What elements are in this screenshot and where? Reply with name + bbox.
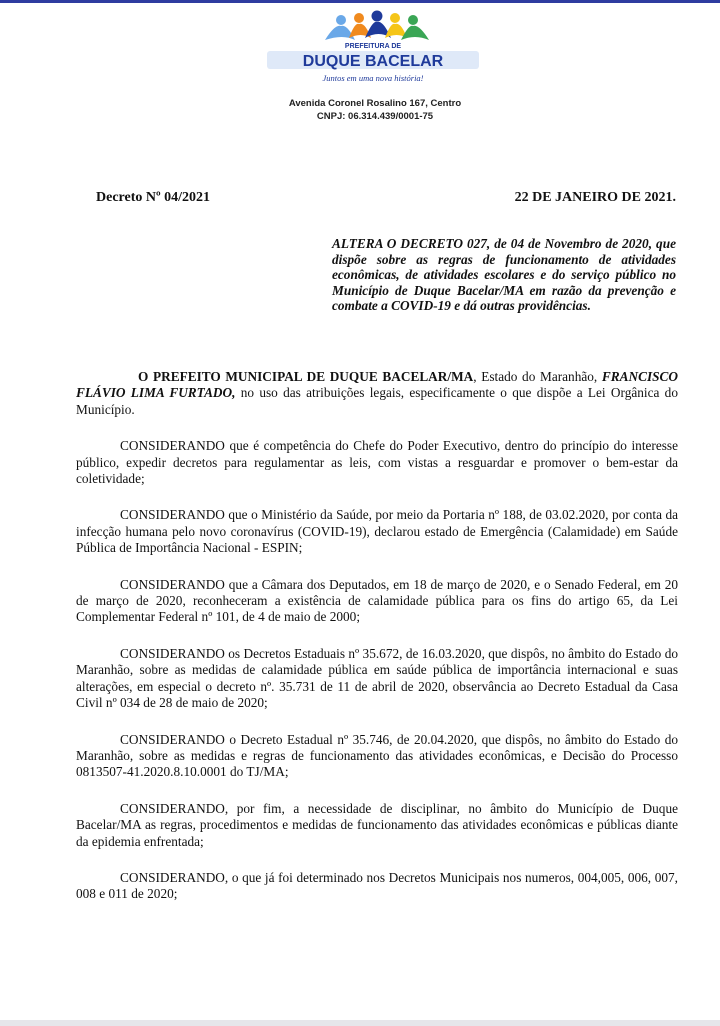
considerando-paragraph: CONSIDERANDO, por fim, a necessidade de disciplinar, no âmbito do Município de Duque Bacelar/MA as regras, procedimentos e medidas de funcionamento das atividades econômicas e públicas diante da epidemia enfrentada; <box>76 800 678 849</box>
top-border <box>0 0 720 3</box>
document-body <box>76 369 678 923</box>
considerando-paragraph: CONSIDERANDO, o que já foi determinado nos Decretos Municipais nos numeros, 004,005, 006, 007, 008 e 011 de 2020; <box>76 869 678 902</box>
logo-prefeitura-text: PREFEITURA DE <box>344 43 402 50</box>
preamble-title: O PREFEITO MUNICIPAL DE DUQUE BACELAR/MA <box>138 369 474 384</box>
mayor-name: FRANCISCO FLÁVIO LIMA FURTADO, <box>76 369 678 401</box>
preamble-after-title: , Estado do Maranhão, <box>473 369 602 384</box>
prefeitura-logo <box>265 10 481 90</box>
decree-date: 22 DE JANEIRO DE 2021. <box>514 190 676 205</box>
preamble-rest: no uso das atribuições legais, especificamente o que dispõe a Lei Orgânica do Município. <box>76 385 678 417</box>
considerando-paragraph: CONSIDERANDO os Decretos Estaduais nº 35.672, de 16.03.2020, que dispôs, no âmbito do Estado do Maranhão, sobre as medidas de calamidade pública em saúde pública de importância internacional e suas alterações, em especial o decreto nº. 35.731 de 11 de abril de 2020, observância ao Decreto Estadual da Casa Civil nº 034 de 28 de maio de 2020; <box>76 645 678 711</box>
considerando-paragraph: CONSIDERANDO o Decreto Estadual nº 35.746, de 20.04.2020, que dispôs, no âmbito do Estado do Maranhão, sobre as medidas e regras de funcionamento das atividades econômicas, e Decisão do Processo 0813507-41.2020.8.10.0001 do TJ/MA; <box>76 731 678 780</box>
preamble-paragraph <box>76 369 678 418</box>
logo-city-text: DUQUE BACELAR <box>302 53 444 70</box>
considerando-paragraph: CONSIDERANDO que é competência do Chefe do Poder Executivo, dentro do princípio do interesse público, expedir decretos para regulamentar as leis, com vistas a resguardar e promover o bem-estar da coletividade; <box>76 438 678 487</box>
address-block <box>260 97 490 123</box>
page-bottom-band <box>0 1020 720 1026</box>
cnpj-line: CNPJ: 06.314.439/0001-75 <box>316 111 434 122</box>
decree-number: Decreto Nº 04/2021 <box>96 190 210 205</box>
logo-slogan-text: Juntos em uma nova história! <box>322 73 424 83</box>
considerando-paragraph: CONSIDERANDO que a Câmara dos Deputados, em 18 de março de 2020, e o Senado Federal, em 20 de março de 2020, reconheceram a existência de calamidade pública para os fins do artigo 65, da Lei Complementar Federal nº 101, de 4 de maio de 2000; <box>76 576 678 625</box>
address-line: Avenida Coronel Rosalino 167, Centro <box>288 98 462 109</box>
considerando-paragraph: CONSIDERANDO que o Ministério da Saúde, por meio da Portaria nº 188, de 03.02.2020, por conta da infecção humana pelo novo coronavírus (COVID-19), declarou estado de Emergência (Calamidade) em Saúde Pública de Importância Nacional - ESPIN; <box>76 507 678 556</box>
decree-ementa: ALTERA O DECRETO 027, de 04 de Novembro de 2020, que dispõe sobre as regras de funcionamento de atividades econômicas, de atividades escolares e do serviço público no Município de Duque Bacelar/MA em razão da prevenção e combate a COVID-19 e dá outras providências. <box>332 236 676 314</box>
people-figures-icon <box>325 11 429 41</box>
